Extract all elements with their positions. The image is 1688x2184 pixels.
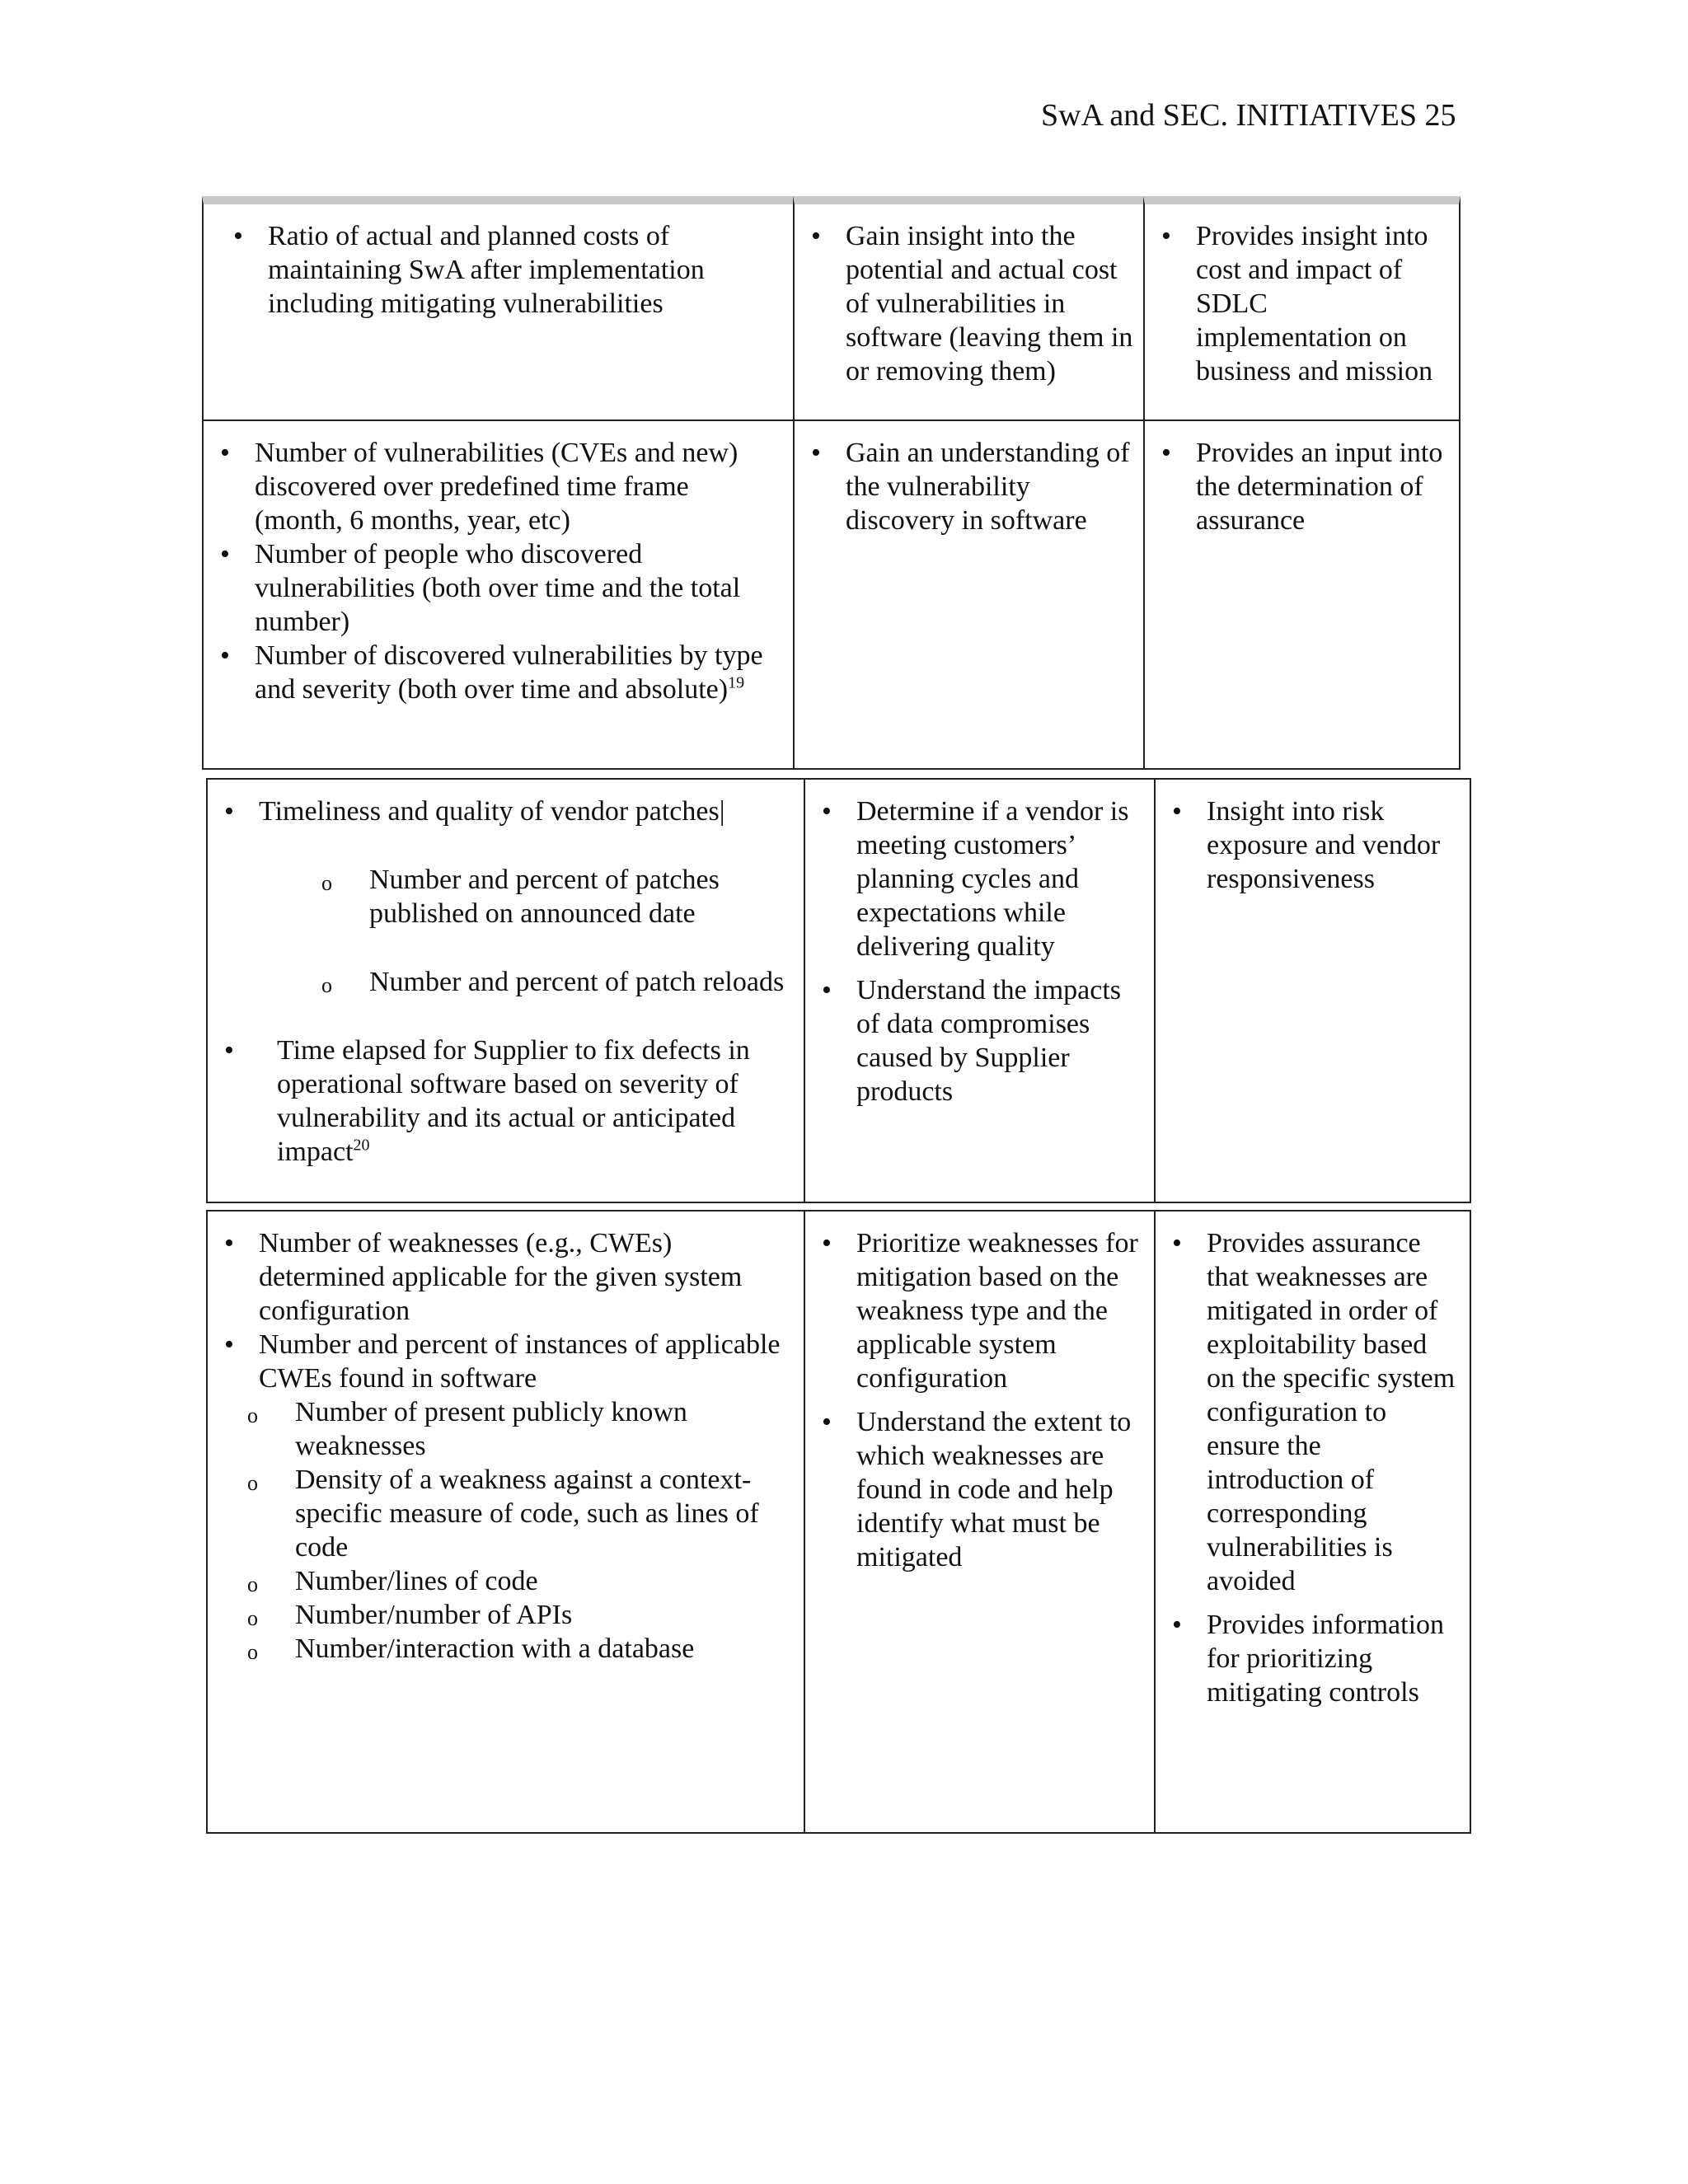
benefit-cell [1143, 419, 1461, 770]
benefit-list [1167, 1226, 1460, 1709]
purpose-cell [793, 196, 1145, 421]
sub-list [244, 1395, 794, 1666]
benefit-cell [1154, 1210, 1471, 1834]
benefit-cell [1154, 778, 1471, 1203]
purpose-list [806, 436, 1133, 537]
benefit-list [1156, 436, 1449, 537]
benefit-item: • Provides an input into the determination of assurance [1156, 436, 1449, 537]
measure-list [215, 436, 783, 706]
sub-item: o Number/lines of code [244, 1564, 794, 1598]
measure-list [219, 1226, 794, 1666]
benefit-cell [1143, 196, 1461, 421]
measure-item: • Ratio of actual and planned costs of maintaining SwA after implementation including mitigating vulnerabilities [228, 219, 783, 321]
measure-cell [202, 419, 795, 770]
purpose-cell [804, 1210, 1156, 1834]
measure-item-text: Time elapsed for Supplier to fix defects in operational software based on severity of vulnerability and its actual or anticipated impact [277, 1035, 750, 1167]
sub-item: o Number/number of APIs [244, 1598, 794, 1632]
benefit-item: • Provides information for prioritizing mitigating controls [1167, 1608, 1460, 1709]
measure-item-text: Number and percent of instances of applicable CWEs found in software [259, 1329, 781, 1394]
measure-item [219, 1033, 794, 1169]
sub-item: o Number of present publicly known weaknesses [244, 1395, 794, 1463]
measure-item [219, 1328, 794, 1666]
purpose-cell [793, 419, 1145, 770]
measure-item [219, 794, 794, 999]
measure-item: • Number of people who discovered vulnerabilities (both over time and the total number) [215, 537, 783, 639]
benefit-item: • Provides assurance that weaknesses are mitigated in order of exploitability based on the specific system configuration to ensure the introduction of corresponding vulnerabilities is avoided [1167, 1226, 1460, 1598]
sub-item: o Number and percent of patches published on announced date [318, 863, 794, 930]
measure-cell [202, 196, 795, 421]
measure-list [219, 794, 794, 1169]
purpose-list [817, 1226, 1144, 1574]
page-header: SwA and SEC. INITIATIVES 25 [1041, 98, 1456, 133]
purpose-list [806, 219, 1133, 388]
benefit-item: • Insight into risk exposure and vendor responsiveness [1167, 794, 1460, 896]
measure-item: • Number of weaknesses (e.g., CWEs) determined applicable for the given system configuration [219, 1226, 794, 1328]
purpose-list [817, 794, 1144, 1108]
purpose-item: • Gain insight into the potential and actual cost of vulnerabilities in software (leaving them in or removing them) [806, 219, 1133, 388]
footnote-marker: 19 [728, 673, 745, 692]
purpose-item: • Determine if a vendor is meeting customers’ planning cycles and expectations while delivering quality [817, 794, 1144, 963]
purpose-item: • Gain an understanding of the vulnerability discovery in software [806, 436, 1133, 537]
measure-list [228, 219, 783, 321]
benefit-list [1156, 219, 1449, 388]
footnote-marker: 20 [353, 1136, 370, 1155]
measure-item [215, 639, 783, 706]
measure-item: • Number of vulnerabilities (CVEs and new) discovered over predefined time frame (month, 6 months, year, etc) [215, 436, 783, 537]
sub-item: o Number/interaction with a database [244, 1632, 794, 1666]
sub-list [318, 863, 794, 999]
benefit-list [1167, 794, 1460, 896]
sub-item: o Density of a weakness against a context-specific measure of code, such as lines of code [244, 1463, 794, 1564]
sub-item: o Number and percent of patch reloads [318, 965, 794, 999]
measure-cell [206, 778, 805, 1203]
purpose-cell [804, 778, 1156, 1203]
purpose-item: • Understand the extent to which weaknesses are found in code and help identify what must be mitigated [817, 1405, 1144, 1574]
measure-item-text: Number of discovered vulnerabilities by type and severity (both over time and absolute) [255, 640, 763, 705]
purpose-item: • Prioritize weaknesses for mitigation based on the weakness type and the applicable system configuration [817, 1226, 1144, 1395]
measure-cell [206, 1210, 805, 1834]
purpose-item: • Understand the impacts of data compromises caused by Supplier products [817, 973, 1144, 1108]
benefit-item: • Provides insight into cost and impact of SDLC implementation on business and mission [1156, 219, 1449, 388]
measure-item-text: Timeliness and quality of vendor patches| [259, 796, 725, 827]
